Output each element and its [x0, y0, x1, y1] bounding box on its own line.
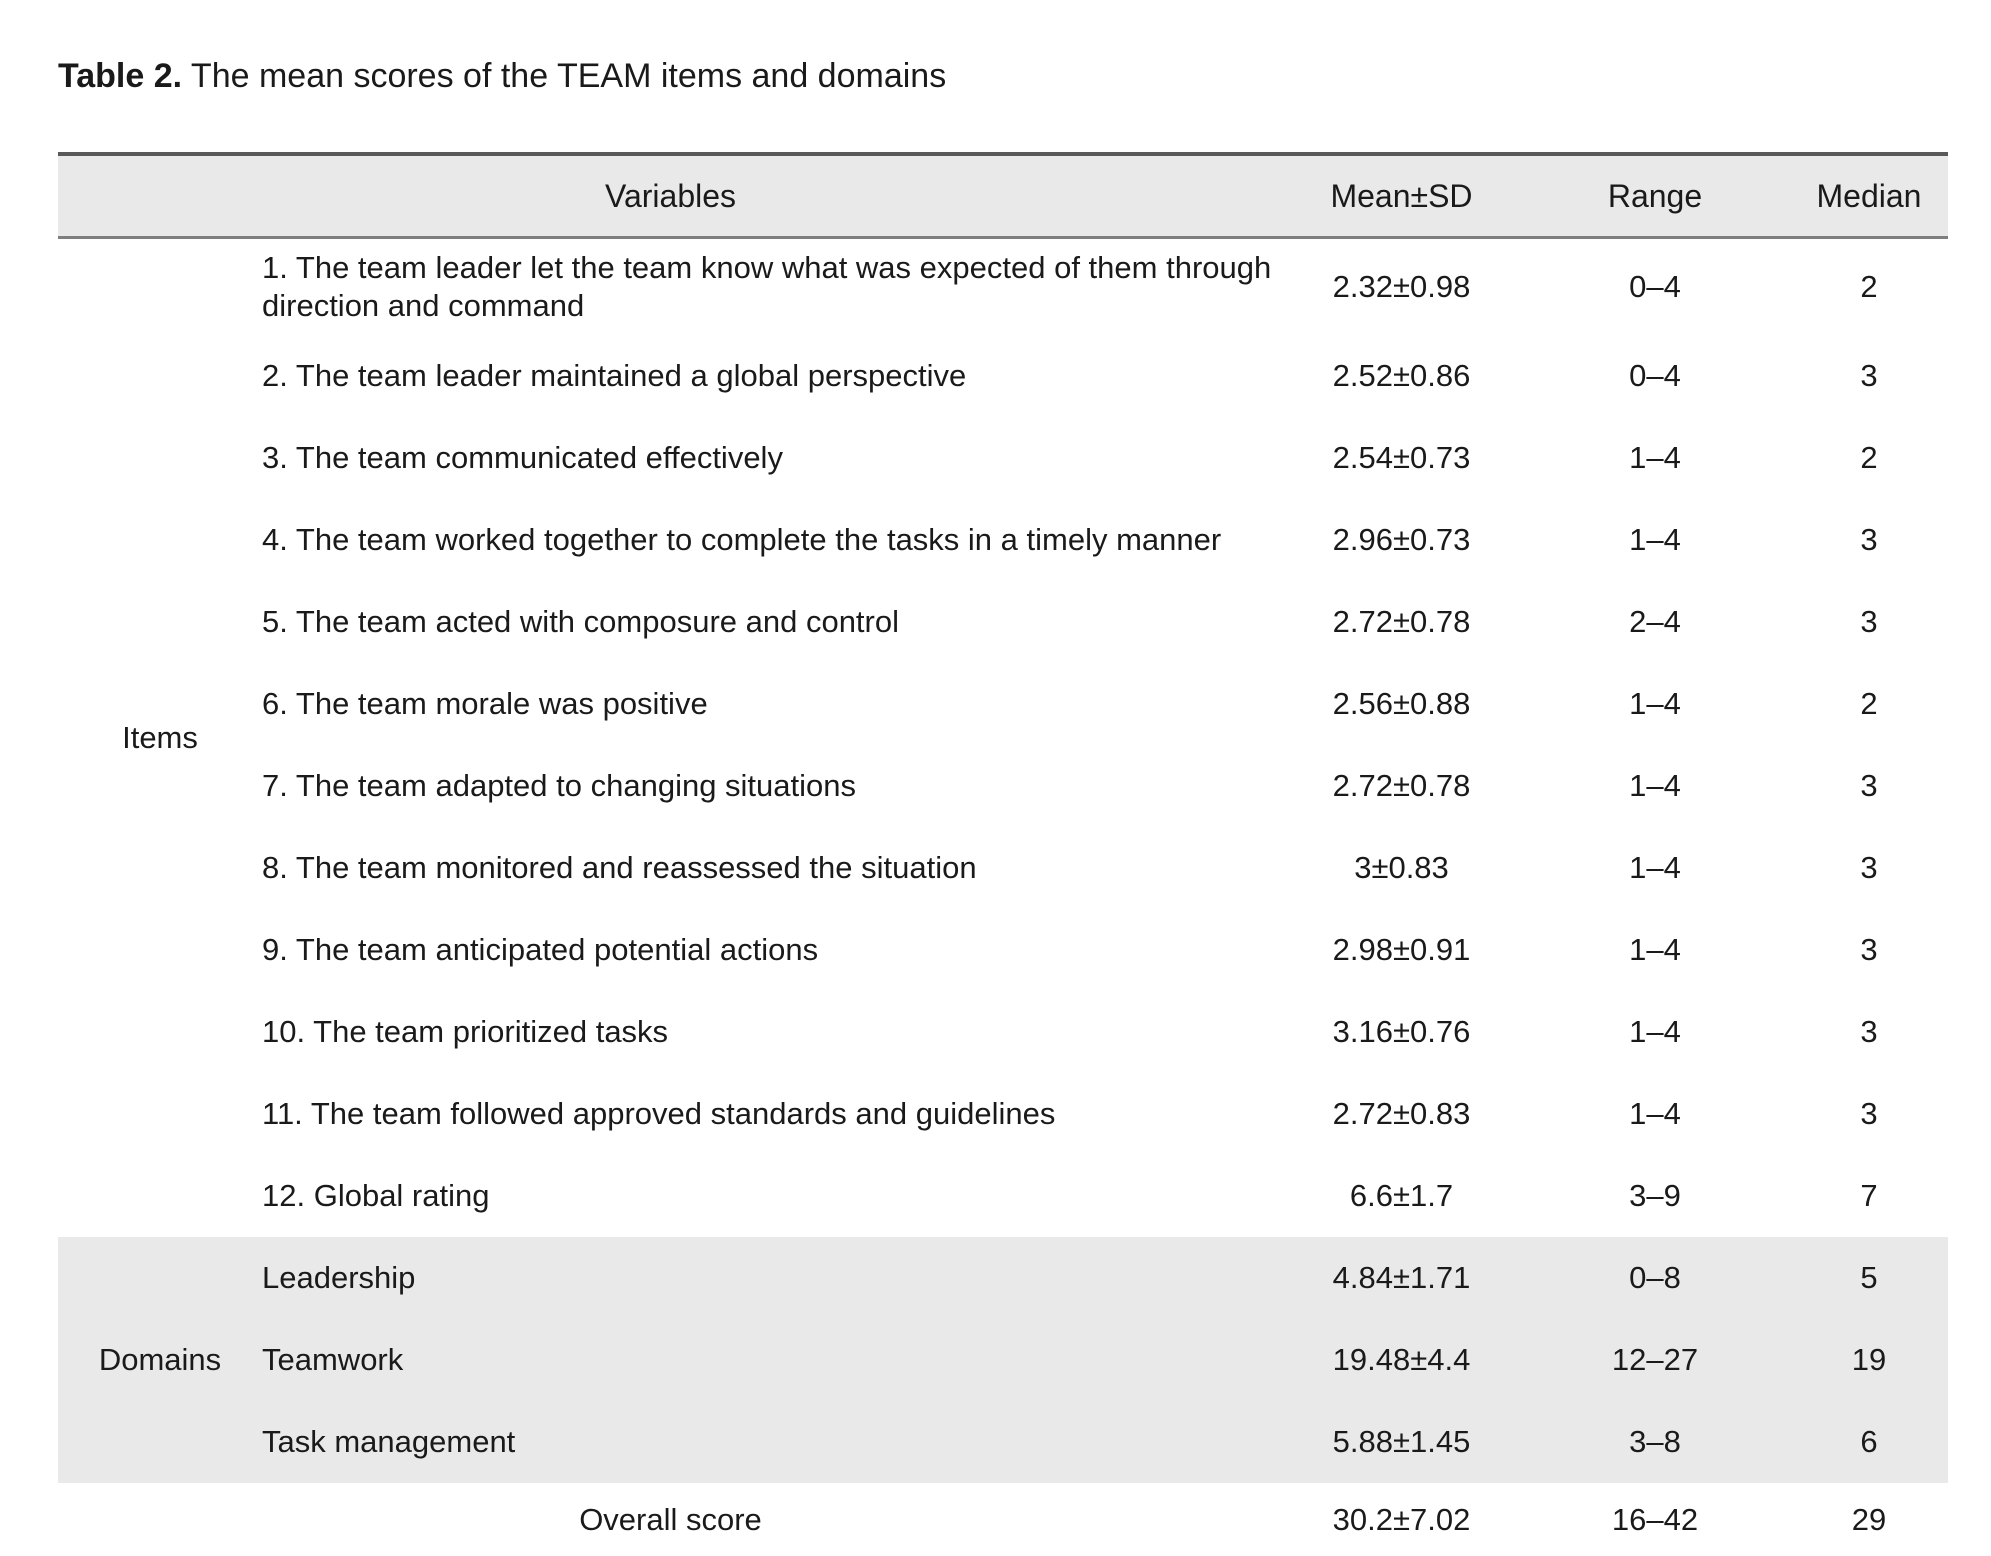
header-range: Range — [1520, 154, 1790, 238]
item-label: 1. The team leader let the team know what was expected of them through direction and command — [262, 249, 1272, 323]
domain-label: Leadership — [262, 1237, 1283, 1319]
item-range: 1–4 — [1629, 850, 1681, 885]
domains-group-label: Domains — [58, 1237, 262, 1483]
items-group-label: Items — [122, 720, 198, 755]
item-label: 5. The team acted with composure and control — [262, 603, 899, 639]
domain-range: 0–8 — [1520, 1237, 1790, 1319]
header-variables: Variables — [58, 154, 1283, 238]
item-median: 3 — [1860, 1014, 1878, 1049]
item-label: 9. The team anticipated potential actions — [262, 931, 819, 967]
domain-range: 3–8 — [1520, 1401, 1790, 1483]
item-mean-sd: 2.56±0.88 — [1332, 686, 1471, 721]
item-label: 8. The team monitored and reassessed the situation — [262, 849, 977, 885]
header-mean-sd: Mean±SD — [1283, 154, 1520, 238]
item-median: 2 — [1860, 269, 1878, 304]
item-mean-sd: 6.6±1.7 — [1349, 1178, 1454, 1213]
domain-median: 6 — [1790, 1401, 1948, 1483]
item-mean-sd: 3±0.83 — [1354, 850, 1449, 885]
item-median: 3 — [1860, 1096, 1878, 1131]
item-row — [58, 1073, 1948, 1155]
table-body — [58, 238, 1948, 1556]
item-row — [58, 335, 1948, 417]
item-range: 0–4 — [1629, 358, 1681, 393]
item-range: 3–9 — [1629, 1178, 1681, 1213]
item-median: 3 — [1860, 522, 1878, 557]
item-range: 1–4 — [1629, 1014, 1681, 1049]
table-caption-text: The mean scores of the TEAM items and domains — [182, 57, 947, 95]
domain-row — [58, 1319, 1948, 1401]
item-range: 2–4 — [1629, 604, 1681, 639]
item-median: 2 — [1860, 686, 1878, 721]
item-label: 2. The team leader maintained a global perspective — [262, 357, 967, 393]
item-row — [58, 499, 1948, 581]
domain-range: 12–27 — [1520, 1319, 1790, 1401]
overall-mean-sd: 30.2±7.02 — [1283, 1483, 1520, 1556]
item-row — [58, 1155, 1948, 1237]
domain-median: 19 — [1790, 1319, 1948, 1401]
domain-label: Teamwork — [262, 1319, 1283, 1401]
domain-row — [58, 1401, 1948, 1483]
item-label: 7. The team adapted to changing situations — [262, 767, 857, 803]
item-row — [58, 827, 1948, 909]
header-median: Median — [1790, 154, 1948, 238]
item-range: 1–4 — [1629, 440, 1681, 475]
item-row — [58, 745, 1948, 827]
team-scores-table — [58, 152, 1948, 1556]
item-mean-sd: 2.96±0.73 — [1332, 522, 1471, 557]
table-caption-number: Table 2. — [58, 57, 183, 95]
header-row — [58, 154, 1948, 238]
table-caption — [58, 56, 946, 97]
item-row — [58, 991, 1948, 1073]
item-mean-sd: 2.52±0.86 — [1332, 358, 1471, 393]
item-row — [58, 417, 1948, 499]
item-mean-sd: 2.54±0.73 — [1332, 440, 1471, 475]
item-label: 3. The team communicated effectively — [262, 439, 783, 475]
item-median: 3 — [1860, 850, 1878, 885]
overall-range: 16–42 — [1520, 1483, 1790, 1556]
item-label: 4. The team worked together to complete the tasks in a timely manner — [262, 521, 1222, 557]
item-label: 6. The team morale was positive — [262, 685, 708, 721]
item-mean-sd: 2.72±0.78 — [1332, 604, 1471, 639]
item-row — [58, 238, 1948, 336]
domain-median: 5 — [1790, 1237, 1948, 1319]
item-row — [58, 581, 1948, 663]
overall-score-row — [58, 1483, 1948, 1556]
item-range: 0–4 — [1629, 269, 1681, 304]
item-mean-sd: 2.98±0.91 — [1332, 932, 1471, 967]
item-mean-sd: 2.72±0.83 — [1332, 1096, 1471, 1131]
domain-mean-sd: 5.88±1.45 — [1283, 1401, 1520, 1483]
item-row — [58, 663, 1948, 745]
item-label: 12. Global rating — [262, 1177, 490, 1213]
item-range: 1–4 — [1629, 932, 1681, 967]
item-label: 10. The team prioritized tasks — [262, 1013, 669, 1049]
item-label: 11. The team followed approved standards and guidelines — [262, 1095, 1056, 1131]
domain-mean-sd: 4.84±1.71 — [1283, 1237, 1520, 1319]
domain-mean-sd: 19.48±4.4 — [1283, 1319, 1520, 1401]
item-median: 3 — [1860, 768, 1878, 803]
item-mean-sd: 2.32±0.98 — [1332, 269, 1471, 304]
item-range: 1–4 — [1629, 1096, 1681, 1131]
domain-row — [58, 1237, 1948, 1319]
item-mean-sd: 2.72±0.78 — [1332, 768, 1471, 803]
item-range: 1–4 — [1629, 686, 1681, 721]
table-header — [58, 154, 1948, 238]
item-median: 2 — [1860, 440, 1878, 475]
item-range: 1–4 — [1629, 522, 1681, 557]
overall-score-label: Overall score — [58, 1483, 1283, 1556]
item-median: 7 — [1860, 1178, 1878, 1213]
domain-label: Task management — [262, 1401, 1283, 1483]
item-range: 1–4 — [1629, 768, 1681, 803]
item-row — [58, 909, 1948, 991]
overall-median: 29 — [1790, 1483, 1948, 1556]
item-mean-sd: 3.16±0.76 — [1332, 1014, 1471, 1049]
item-median: 3 — [1860, 358, 1878, 393]
item-median: 3 — [1860, 604, 1878, 639]
item-median: 3 — [1860, 932, 1878, 967]
